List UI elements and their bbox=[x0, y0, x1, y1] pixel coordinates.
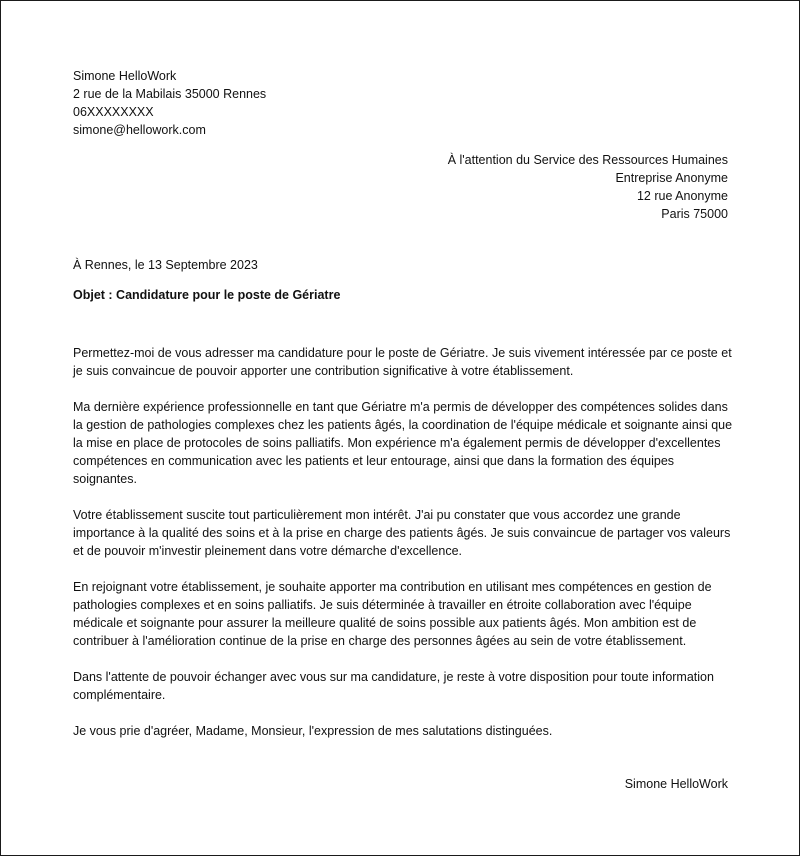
sender-email: simone@hellowork.com bbox=[73, 123, 206, 137]
recipient-city: Paris 75000 bbox=[661, 207, 728, 221]
sender-block bbox=[73, 67, 266, 139]
paragraph-intro: Permettez-moi de vous adresser ma candidature pour le poste de Gériatre. Je suis vivement intéressée par ce poste et je suis convaincue de pouvoir apporter une contribution significative à votre établissement. bbox=[73, 346, 732, 378]
sender-phone: 06XXXXXXXX bbox=[73, 105, 154, 119]
paragraph-interest: Votre établissement suscite tout particulièrement mon intérêt. J'ai pu constater que vous accordez une grande importance à la qualité des soins et à la prise en charge des patients âgés. Je suis convaincue de partager vos valeurs et de pouvoir m'investir pleinement dans votre démarche d'excellence. bbox=[73, 508, 731, 558]
letter-body bbox=[73, 344, 733, 758]
sender-address: 2 rue de la Mabilais 35000 Rennes bbox=[73, 87, 267, 101]
signature: Simone HelloWork bbox=[624, 777, 728, 791]
recipient-street: 12 rue Anonyme bbox=[636, 189, 728, 203]
recipient-block bbox=[448, 151, 728, 223]
recipient-company: Entreprise Anonyme bbox=[615, 171, 728, 185]
sender-name: Simone HelloWork bbox=[73, 69, 177, 83]
paragraph-availability: Dans l'attente de pouvoir échanger avec vous sur ma candidature, je reste à votre disposition pour toute information complémentaire. bbox=[73, 670, 714, 702]
paragraph-experience: Ma dernière expérience professionnelle en tant que Gériatre m'a permis de développer des compétences solides dans la gestion de pathologies complexes chez les patients âgés, la coordination de l'équipe médicale et soignante ainsi que la mise en place de protocoles de soins palliatifs. Mon expérience m'a également permis de développer d'excellentes compétences en communication avec les patients et leur entourage, ainsi que dans la formation des équipes soignantes. bbox=[73, 400, 733, 486]
paragraph-contribution: En rejoignant votre établissement, je souhaite apporter ma contribution en utilisant mes compétences en gestion de pathologies complexes et en soins palliatifs. Je suis déterminée à travailler en étroite collaboration avec l'équipe médicale et soignante pour assurer la meilleure qualité de soins possible aux patients âgés. Mon ambition est de contribuer à l'amélioration continue de la prise en charge des personnes âgées au sein de votre établissement. bbox=[73, 580, 712, 648]
recipient-attention: À l'attention du Service des Ressources Humaines bbox=[447, 153, 728, 167]
paragraph-closing: Je vous prie d'agréer, Madame, Monsieur, l'expression de mes salutations distinguées. bbox=[73, 724, 553, 738]
subject-line: Objet : Candidature pour le poste de Gériatre bbox=[73, 288, 341, 302]
date-line: À Rennes, le 13 Septembre 2023 bbox=[73, 258, 258, 272]
